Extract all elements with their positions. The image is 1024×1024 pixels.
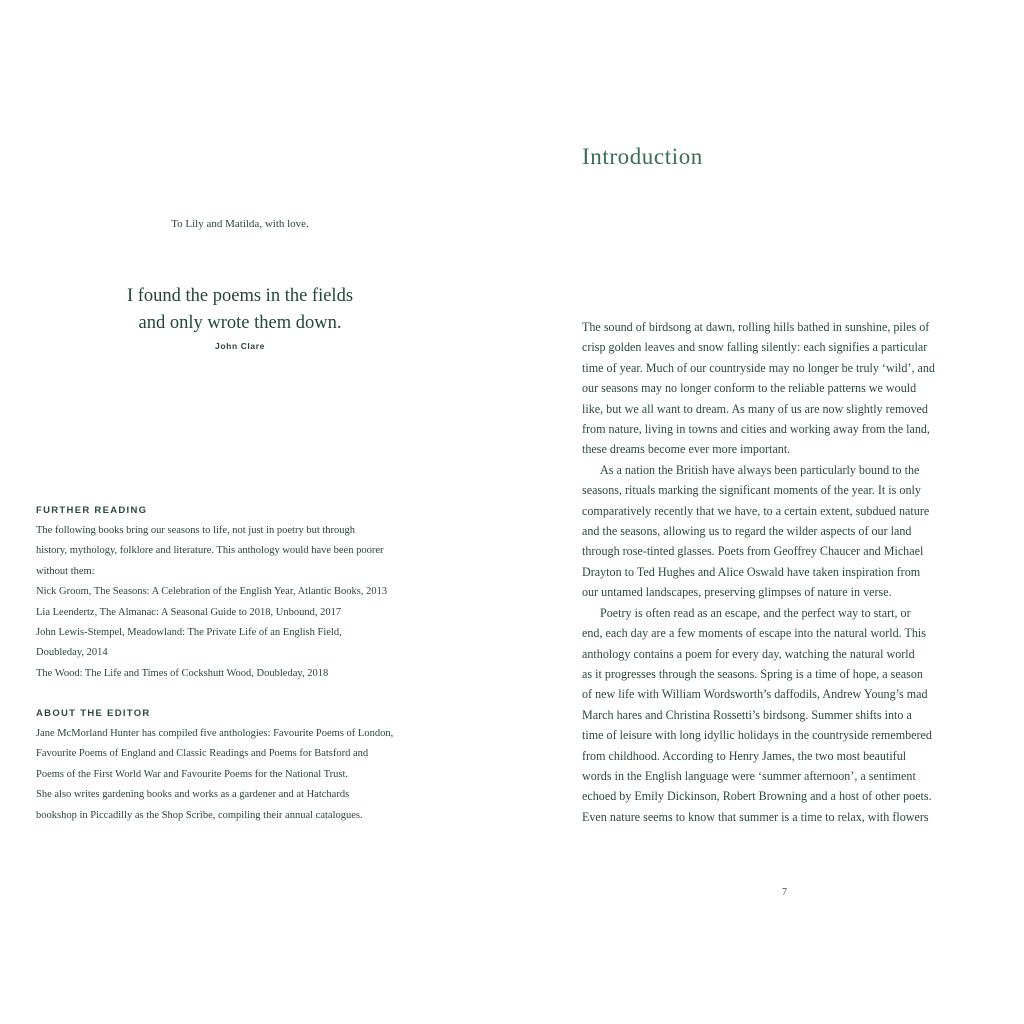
reference-line: Nick Groom, The Seasons: A Celebration of the English Year, Atlantic Books, 2013 [36, 586, 388, 598]
epigraph-author: John Clare [215, 341, 265, 351]
right-page [512, 0, 1024, 1024]
reference-line: John Lewis-Stempel, Meadowland: The Private Life of an English Field, [36, 627, 342, 639]
body-line: our seasons may no longer conform to the reliable patterns we would [582, 381, 917, 396]
about-the-editor-section [36, 708, 456, 826]
about-the-editor-body [36, 724, 456, 826]
body-line: from childhood. According to Henry James, the two most beautiful [582, 748, 907, 763]
body-line: these dreams become ever more important. [582, 442, 791, 457]
page-title: Introduction [582, 144, 703, 169]
body-line: crisp golden leaves and snow falling silently: each signifies a particular [582, 340, 928, 355]
body-line: Poetry is often read as an escape, and the perfect way to start, or [600, 605, 911, 620]
body-line: our untamed landscapes, preserving glimpses of nature in verse. [582, 585, 892, 600]
text-line: The following books bring our seasons to life, not just in poetry but through [36, 525, 356, 536]
body-line: anthology contains a poem for every day, watching the natural world [582, 646, 915, 661]
body-line: like, but we all want to dream. As many of us are now slightly removed [582, 401, 928, 416]
dedication: To Lily and Matilda, with love. [171, 218, 309, 230]
body-line: of new life with William Wordsworth’s daffodils, Andrew Young’s mad [582, 687, 928, 702]
epigraph-line: I found the poems in the fields [126, 286, 354, 306]
body-line: seasons, rituals marking the significant moments of the year. It is only [582, 483, 921, 498]
body-line: echoed by Emily Dickinson, Robert Browning and a host of other poets. [582, 789, 932, 804]
body-line: As a nation the British have always been particularly bound to the [600, 462, 920, 477]
body-line: as it progresses through the seasons. Spring is a time of hope, a season [582, 666, 923, 681]
body-line: end, each day are a few moments of escape into the natural world. This [582, 626, 926, 641]
reference-line: Lia Leendertz, The Almanac: A Seasonal Guide to 2018, Unbound, 2017 [36, 606, 342, 618]
text-line: She also writes gardening books and works as a gardener and at Hatchards [36, 789, 350, 801]
further-reading-heading: FURTHER READING [36, 505, 148, 516]
body-line: comparatively recently that we have, to a certain extent, subdued nature [582, 503, 930, 518]
text-line: bookshop in Piccadilly as the Shop Scribe, compiling their annual catalogues. [36, 809, 363, 821]
further-reading-body [36, 521, 456, 684]
epigraph-line: and only wrote them down. [138, 313, 342, 333]
body-line: Drayton to Ted Hughes and Alice Oswald have taken inspiration from [582, 564, 921, 579]
body-line: March hares and Christina Rossetti’s birdsong. Summer shifts into a [582, 707, 912, 722]
text-line: history, mythology, folklore and literature. This anthology would have been poorer [36, 545, 384, 557]
body-line: and the seasons, allowing us to regard the wilder aspects of our land [582, 524, 912, 539]
text-line: Jane McMorland Hunter has compiled five anthologies: Favourite Poems of London, [36, 728, 394, 739]
page-number: 7 [782, 887, 787, 898]
body-line: Even nature seems to know that summer is a time to relax, with flowers [582, 809, 929, 824]
text-line: without them: [36, 565, 95, 577]
body-line: The sound of birdsong at dawn, rolling hills bathed in sunshine, piles of [582, 320, 930, 334]
body-line: words in the English language were ‘summer afternoon’, a sentiment [582, 768, 916, 783]
reference-line: Doubleday, 2014 [36, 647, 108, 659]
body-line: from nature, living in towns and cities and working away from the land, [582, 422, 930, 437]
about-the-editor-heading: ABOUT THE EDITOR [36, 708, 151, 719]
introduction-body [582, 317, 1002, 827]
reference-line: The Wood: The Life and Times of Cockshutt Wood, Doubleday, 2018 [36, 667, 329, 679]
body-line: time of year. Much of our countryside may no longer be truly ‘wild’, and [582, 360, 935, 375]
body-line: through rose-tinted glasses. Poets from Geoffrey Chaucer and Michael [582, 544, 924, 559]
text-line: Favourite Poems of England and Classic Readings and Poems for Batsford and [36, 748, 369, 760]
body-line: time of leisure with long idyllic holidays in the countryside remembered [582, 728, 932, 743]
text-line: Poems of the First World War and Favourite Poems for the National Trust. [36, 768, 349, 780]
epigraph [0, 283, 480, 351]
further-reading-section [36, 505, 456, 684]
